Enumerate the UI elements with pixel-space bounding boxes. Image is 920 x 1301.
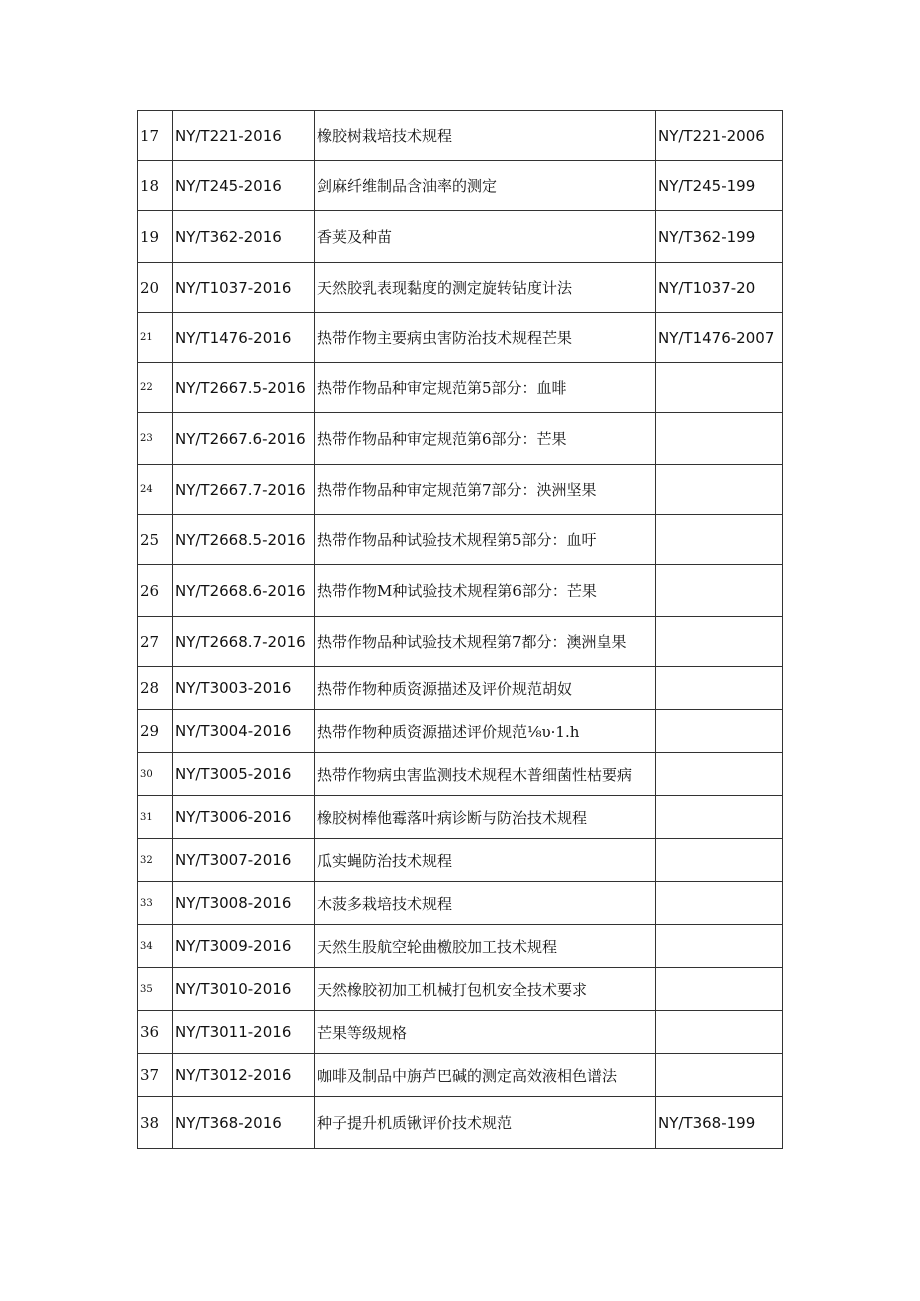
row-number: 17 bbox=[138, 111, 173, 161]
standard-code: NY/T3008-2016 bbox=[173, 882, 315, 925]
row-number: 22 bbox=[138, 363, 173, 413]
replaced-standard bbox=[656, 882, 783, 925]
table-row bbox=[138, 211, 783, 263]
standard-title: 橡胶树栽培技术规程 bbox=[315, 111, 656, 161]
standard-title: 咖啡及制品中旃芦巴碱的测定高效液相色谱法 bbox=[315, 1054, 656, 1097]
standard-title: 热带作物M种试验技术规程第6部分：芒果 bbox=[315, 565, 656, 617]
table-row bbox=[138, 1011, 783, 1054]
row-number: 35 bbox=[138, 968, 173, 1011]
row-number: 34 bbox=[138, 925, 173, 968]
replaced-standard bbox=[656, 363, 783, 413]
standard-title: 热带作物种质资源描述评价规范⅛υ·1.h bbox=[315, 710, 656, 753]
standard-code: NY/T1037-2016 bbox=[173, 263, 315, 313]
table-row bbox=[138, 565, 783, 617]
replaced-standard: NY/T1037-20 bbox=[656, 263, 783, 313]
standard-code: NY/T3007-2016 bbox=[173, 839, 315, 882]
replaced-standard bbox=[656, 465, 783, 515]
row-number: 19 bbox=[138, 211, 173, 263]
standard-code: NY/T2667.6-2016 bbox=[173, 413, 315, 465]
standard-title: 热带作物品种审定规范第5部分：血啡 bbox=[315, 363, 656, 413]
row-number: 26 bbox=[138, 565, 173, 617]
table-row bbox=[138, 710, 783, 753]
replaced-standard: NY/T221-2006 bbox=[656, 111, 783, 161]
row-number: 23 bbox=[138, 413, 173, 465]
standard-title: 热带作物品种审定规范第7部分：泱洲坚果 bbox=[315, 465, 656, 515]
row-number: 36 bbox=[138, 1011, 173, 1054]
standard-code: NY/T3009-2016 bbox=[173, 925, 315, 968]
standards-table bbox=[137, 110, 783, 1149]
replaced-standard bbox=[656, 925, 783, 968]
row-number: 32 bbox=[138, 839, 173, 882]
table-row bbox=[138, 925, 783, 968]
standard-code: NY/T221-2016 bbox=[173, 111, 315, 161]
table-row bbox=[138, 753, 783, 796]
table-row bbox=[138, 363, 783, 413]
replaced-standard bbox=[656, 565, 783, 617]
row-number: 38 bbox=[138, 1097, 173, 1149]
standard-title: 剑麻纤维制品含油率的测定 bbox=[315, 161, 656, 211]
row-number: 20 bbox=[138, 263, 173, 313]
standard-title: 木菠多栽培技术规程 bbox=[315, 882, 656, 925]
replaced-standard bbox=[656, 617, 783, 667]
standard-code: NY/T2668.5-2016 bbox=[173, 515, 315, 565]
standard-title: 芒果等级规格 bbox=[315, 1011, 656, 1054]
replaced-standard: NY/T1476-2007 bbox=[656, 313, 783, 363]
row-number: 27 bbox=[138, 617, 173, 667]
standard-title: 热带作物品种审定规范第6部分：芒果 bbox=[315, 413, 656, 465]
table-row bbox=[138, 465, 783, 515]
table-row bbox=[138, 413, 783, 465]
row-number: 33 bbox=[138, 882, 173, 925]
replaced-standard: NY/T362-199 bbox=[656, 211, 783, 263]
table-row bbox=[138, 111, 783, 161]
table-row bbox=[138, 882, 783, 925]
replaced-standard bbox=[656, 515, 783, 565]
standard-code: NY/T2667.7-2016 bbox=[173, 465, 315, 515]
replaced-standard: NY/T368-199 bbox=[656, 1097, 783, 1149]
table-row bbox=[138, 968, 783, 1011]
table-row bbox=[138, 667, 783, 710]
standard-title: 热带作物品种试验技术规程第7都分：澳洲皇果 bbox=[315, 617, 656, 667]
replaced-standard bbox=[656, 710, 783, 753]
table-row bbox=[138, 839, 783, 882]
replaced-standard bbox=[656, 968, 783, 1011]
standard-code: NY/T2668.6-2016 bbox=[173, 565, 315, 617]
standard-title: 香荚及种苗 bbox=[315, 211, 656, 263]
standard-code: NY/T368-2016 bbox=[173, 1097, 315, 1149]
standard-title: 热带作物种质资源描述及评价规范胡奴 bbox=[315, 667, 656, 710]
standard-title: 橡胶树棒他霉落叶病诊断与防治技术规程 bbox=[315, 796, 656, 839]
replaced-standard bbox=[656, 1054, 783, 1097]
row-number: 21 bbox=[138, 313, 173, 363]
table-row bbox=[138, 796, 783, 839]
row-number: 29 bbox=[138, 710, 173, 753]
row-number: 18 bbox=[138, 161, 173, 211]
table-row bbox=[138, 161, 783, 211]
table-row bbox=[138, 313, 783, 363]
standard-code: NY/T362-2016 bbox=[173, 211, 315, 263]
standard-title: 热带作物品种试验技术规程第5部分：血吁 bbox=[315, 515, 656, 565]
row-number: 30 bbox=[138, 753, 173, 796]
table-row bbox=[138, 617, 783, 667]
standard-code: NY/T3004-2016 bbox=[173, 710, 315, 753]
row-number: 28 bbox=[138, 667, 173, 710]
standard-title: 瓜实蝇防治技术规程 bbox=[315, 839, 656, 882]
replaced-standard: NY/T245-199 bbox=[656, 161, 783, 211]
standard-title: 种子提升机质锹评价技术规范 bbox=[315, 1097, 656, 1149]
replaced-standard bbox=[656, 753, 783, 796]
standard-code: NY/T3011-2016 bbox=[173, 1011, 315, 1054]
standard-code: NY/T3005-2016 bbox=[173, 753, 315, 796]
table-row bbox=[138, 515, 783, 565]
row-number: 31 bbox=[138, 796, 173, 839]
replaced-standard bbox=[656, 839, 783, 882]
table-row bbox=[138, 1054, 783, 1097]
row-number: 25 bbox=[138, 515, 173, 565]
table-row bbox=[138, 1097, 783, 1149]
standard-title: 热带作物病虫害监测技术规程木普细菌性枯要病 bbox=[315, 753, 656, 796]
replaced-standard bbox=[656, 1011, 783, 1054]
replaced-standard bbox=[656, 796, 783, 839]
replaced-standard bbox=[656, 413, 783, 465]
row-number: 37 bbox=[138, 1054, 173, 1097]
standard-code: NY/T245-2016 bbox=[173, 161, 315, 211]
standard-code: NY/T3003-2016 bbox=[173, 667, 315, 710]
standard-title: 热带作物主要病虫害防治技术规程芒果 bbox=[315, 313, 656, 363]
replaced-standard bbox=[656, 667, 783, 710]
standard-code: NY/T3010-2016 bbox=[173, 968, 315, 1011]
table-row bbox=[138, 263, 783, 313]
row-number: 24 bbox=[138, 465, 173, 515]
standard-title: 天然生股航空轮曲檄胶加工技术规程 bbox=[315, 925, 656, 968]
standard-code: NY/T3012-2016 bbox=[173, 1054, 315, 1097]
standard-code: NY/T1476-2016 bbox=[173, 313, 315, 363]
standard-title: 天然胶乳表现黏度的测定旋转钻度计法 bbox=[315, 263, 656, 313]
standard-code: NY/T2668.7-2016 bbox=[173, 617, 315, 667]
standard-code: NY/T2667.5-2016 bbox=[173, 363, 315, 413]
standard-code: NY/T3006-2016 bbox=[173, 796, 315, 839]
standard-title: 天然橡胶初加工机械打包机安全技术要求 bbox=[315, 968, 656, 1011]
